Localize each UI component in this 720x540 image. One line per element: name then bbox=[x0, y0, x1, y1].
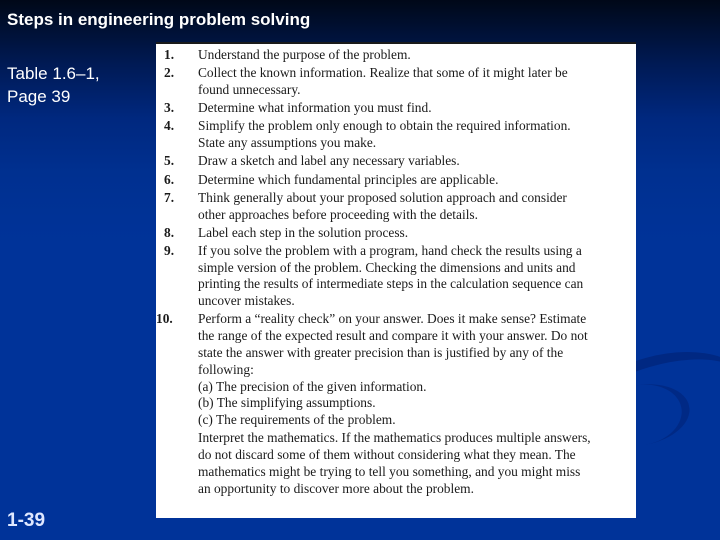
step-number: 5. bbox=[164, 153, 175, 169]
steps-table-image bbox=[156, 42, 636, 518]
step-row bbox=[156, 225, 636, 242]
step-text-line: Perform a “reality check” on your answer. Does it make sense? Estimate bbox=[198, 311, 587, 327]
step-text-line: Think generally about your proposed solution approach and consider bbox=[198, 189, 567, 205]
step-text bbox=[198, 47, 636, 64]
step-text-line: mathematics might be trying to tell you something, and you might miss bbox=[198, 464, 581, 480]
step-row bbox=[156, 47, 636, 64]
table-reference bbox=[7, 62, 100, 108]
step-text-line: (b) The simplifying assumptions. bbox=[198, 395, 376, 411]
step-number: 3. bbox=[164, 100, 175, 116]
step-number: 7. bbox=[164, 189, 175, 205]
step-text-line: (a) The precision of the given information. bbox=[198, 378, 427, 394]
step-text-line: Simplify the problem only enough to obtain the required information. bbox=[198, 118, 571, 134]
step-text bbox=[198, 190, 636, 224]
step-text-line: Draw a sketch and label any necessary variables. bbox=[198, 153, 460, 169]
step-text bbox=[198, 172, 636, 189]
step-text-line: Understand the purpose of the problem. bbox=[198, 47, 411, 62]
step-row bbox=[156, 100, 636, 117]
step-text-line: following: bbox=[198, 361, 254, 377]
step-text-line: State any assumptions you make. bbox=[198, 135, 377, 151]
step-text-line: uncover mistakes. bbox=[198, 293, 295, 309]
step-number: 1. bbox=[164, 47, 175, 62]
step-text-line: an opportunity to discover more about the problem. bbox=[198, 480, 474, 496]
step-text bbox=[198, 430, 636, 497]
step-text-line: Determine which fundamental principles are applicable. bbox=[198, 171, 499, 187]
step-text-line: found unnecessary. bbox=[198, 81, 301, 97]
step-text bbox=[198, 100, 636, 117]
step-number bbox=[156, 430, 198, 497]
step-text-line: If you solve the problem with a program, hand check the results using a bbox=[198, 242, 582, 258]
step-text-line: Collect the known information. Realize that some of it might later be bbox=[198, 65, 568, 81]
step-text-line: Label each step in the solution process. bbox=[198, 224, 409, 240]
step-text bbox=[198, 225, 636, 242]
step-text bbox=[198, 65, 636, 99]
step-number: 4. bbox=[164, 118, 175, 134]
step-number: 8. bbox=[164, 224, 175, 240]
step-text bbox=[198, 153, 636, 170]
step-text bbox=[198, 243, 636, 310]
step-number: 2. bbox=[164, 65, 175, 81]
step-text-line: other approaches before proceeding with the details. bbox=[198, 206, 478, 222]
step-text-line: simple version of the problem. Checking the dimensions and units and bbox=[198, 259, 576, 275]
step-row bbox=[156, 172, 636, 189]
step-text bbox=[198, 311, 636, 429]
step-row bbox=[156, 153, 636, 170]
step-row bbox=[156, 118, 636, 152]
step-row bbox=[156, 430, 636, 497]
step-text-line: the range of the expected result and compare it with your answer. Do not bbox=[198, 328, 588, 344]
slide-title: Steps in engineering problem solving bbox=[7, 10, 311, 29]
step-number: 10. bbox=[156, 311, 173, 327]
step-text-line: (c) The requirements of the problem. bbox=[198, 412, 396, 428]
step-text bbox=[198, 118, 636, 152]
step-text-line: Determine what information you must find. bbox=[198, 100, 432, 116]
table-reference-line-2: Page 39 bbox=[7, 87, 71, 106]
step-text-line: printing the results of intermediate steps in the calculation sequence can bbox=[198, 276, 584, 292]
step-number: 9. bbox=[164, 242, 175, 258]
step-text-line: do not discard some of them without considering what they mean. The bbox=[198, 447, 576, 463]
step-text-line: state the answer with greater precision than is justified by any of the bbox=[198, 345, 564, 361]
table-reference-line-1: Table 1.6–1, bbox=[7, 64, 100, 83]
step-row bbox=[156, 65, 636, 99]
step-number: 6. bbox=[164, 171, 175, 187]
slide-number: 1-39 bbox=[7, 510, 46, 531]
step-row bbox=[156, 311, 636, 429]
step-text-line: Interpret the mathematics. If the mathematics produces multiple answers, bbox=[198, 430, 591, 446]
step-row bbox=[156, 190, 636, 224]
step-row bbox=[156, 243, 636, 310]
